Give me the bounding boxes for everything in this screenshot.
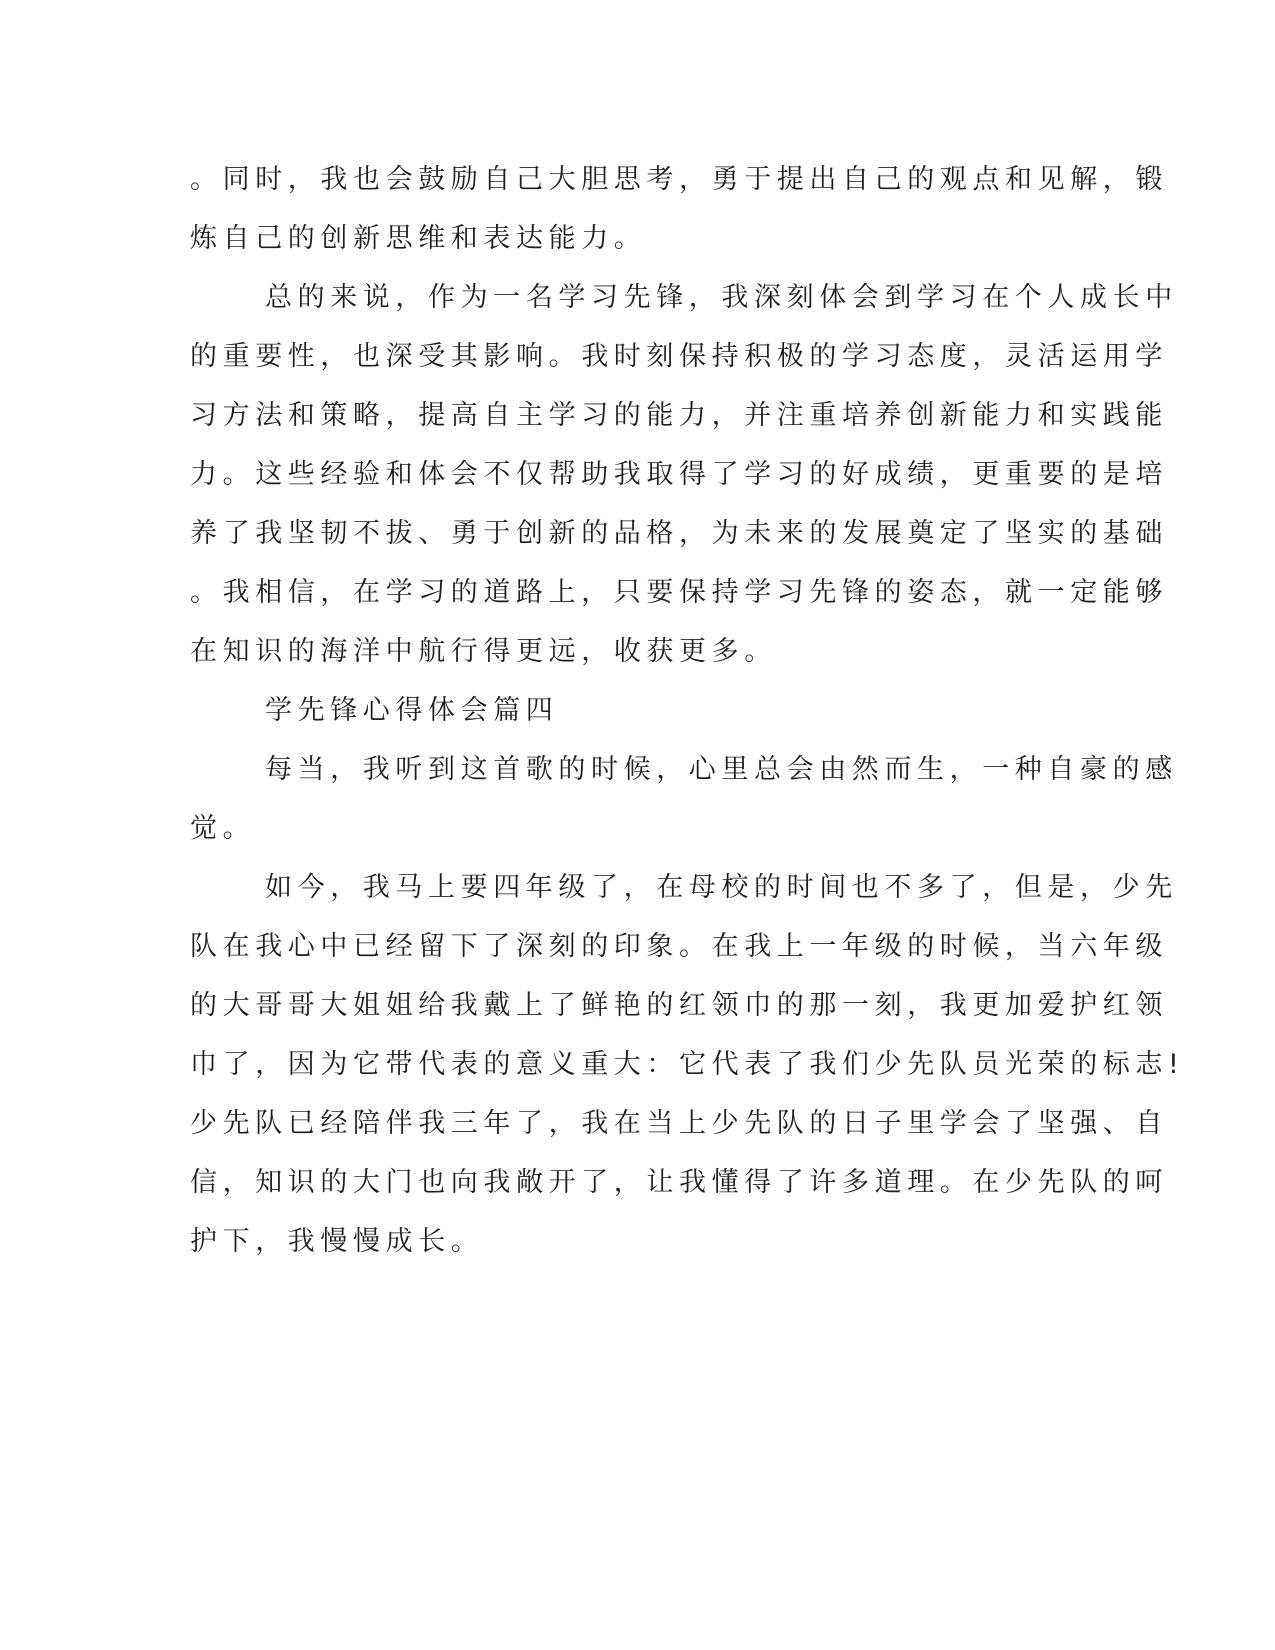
text-line: 的大哥哥大姐姐给我戴上了鲜艳的红领巾的那一刻，我更加爱护红领 bbox=[190, 990, 1168, 1021]
text-line: 养了我坚韧不拔、勇于创新的品格，为未来的发展奠定了坚实的基础 bbox=[190, 518, 1168, 549]
text-line: 力。这些经验和体会不仅帮助我取得了学习的好成绩，更重要的是培 bbox=[190, 459, 1168, 490]
text-line: 在知识的海洋中航行得更远，收获更多。 bbox=[190, 636, 777, 667]
text-line: 队在我心中已经留下了深刻的印象。在我上一年级的时候，当六年级 bbox=[190, 931, 1168, 962]
text-line: 。我相信，在学习的道路上，只要保持学习先锋的姿态，就一定能够 bbox=[190, 577, 1168, 608]
text-line: 。同时，我也会鼓励自己大胆思考，勇于提出自己的观点和见解，锻 bbox=[190, 164, 1168, 195]
paragraph-start-line: 每当，我听到这首歌的时候，心里总会由然而生，一种自豪的感 bbox=[265, 754, 1178, 785]
text-line: 炼自己的创新思维和表达能力。 bbox=[190, 223, 647, 254]
text-line: 巾了，因为它带代表的意义重大：它代表了我们少先队员光荣的标志! bbox=[190, 1049, 1185, 1080]
text-line: 觉。 bbox=[190, 813, 256, 844]
text-line: 少先队已经陪伴我三年了，我在当上少先队的日子里学会了坚强、自 bbox=[190, 1108, 1168, 1139]
text-line: 护下，我慢慢成长。 bbox=[190, 1226, 484, 1257]
text-line: 信，知识的大门也向我敞开了，让我懂得了许多道理。在少先队的呵 bbox=[190, 1167, 1168, 1198]
paragraph-start-line: 总的来说，作为一名学习先锋，我深刻体会到学习在个人成长中 bbox=[265, 282, 1178, 313]
section-heading: 学先锋心得体会篇四 bbox=[265, 695, 559, 726]
paragraph-start-line: 如今，我马上要四年级了，在母校的时间也不多了，但是，少先 bbox=[265, 872, 1178, 903]
text-line: 习方法和策略，提高自主学习的能力，并注重培养创新能力和实践能 bbox=[190, 400, 1168, 431]
text-line: 的重要性，也深受其影响。我时刻保持积极的学习态度，灵活运用学 bbox=[190, 341, 1168, 372]
